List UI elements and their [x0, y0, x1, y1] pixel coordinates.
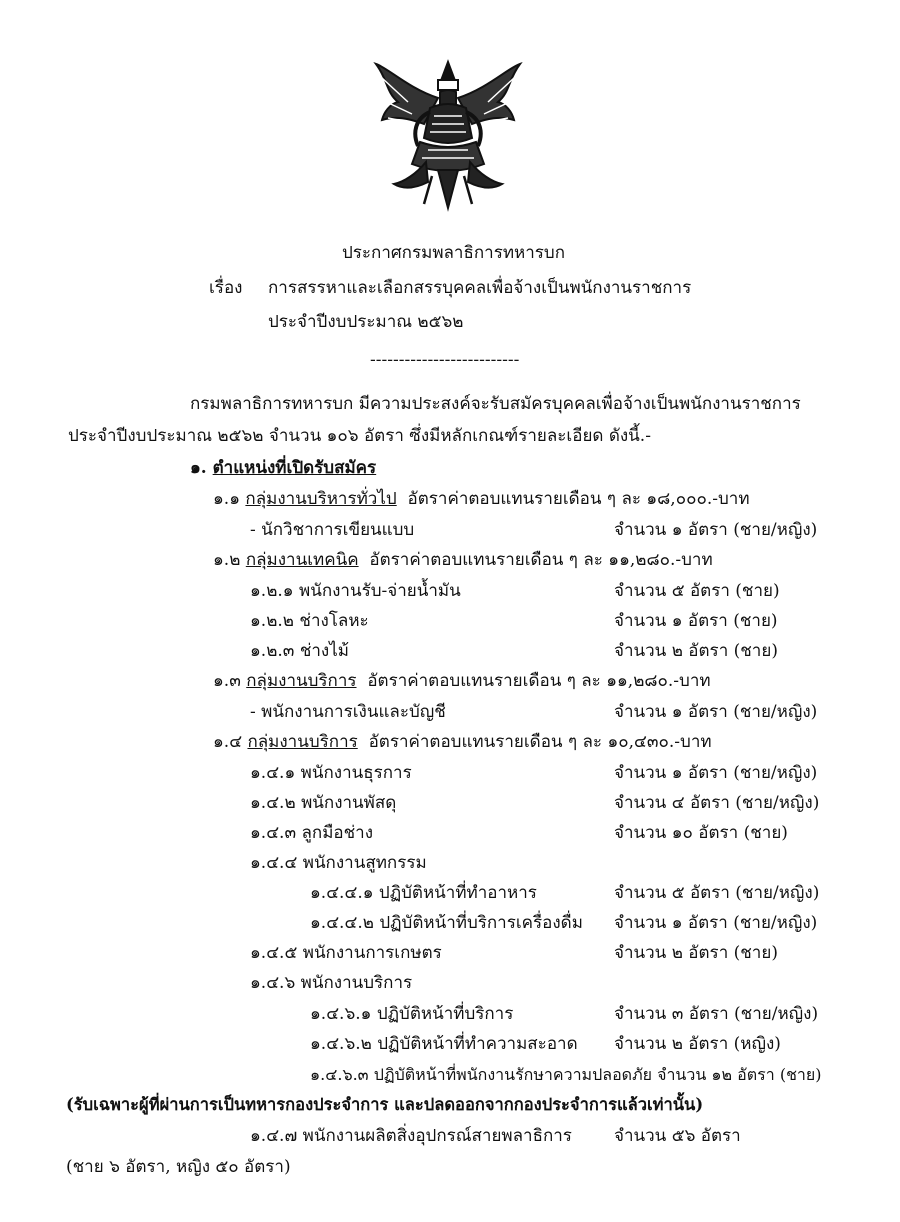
subject-label: เรื่อง — [209, 278, 243, 298]
position-quantity: จำนวน ๕๖ อัตรา — [614, 1126, 741, 1146]
eligibility-note: (รับเฉพาะผู้ที่ผ่านการเป็นทหารกองประจำการ และปลดออกจากกองประจำการแล้วเท่านั้น) — [66, 1095, 704, 1114]
group-rate: อัตราค่าตอบแทนรายเดือน ๆ ละ ๑๑,๒๘๐.-บาท — [367, 671, 711, 691]
group-name: กลุ่มงานเทคนิค — [245, 550, 359, 570]
group-heading — [213, 731, 712, 753]
position-label: ๑.๔.๗ พนักงานผลิตสิ่งอุปกรณ์สายพลาธิการ — [250, 1126, 572, 1146]
position-quantity: จำนวน ๔ อัตรา (ชาย/หญิง) — [614, 793, 820, 813]
position-label: ๑.๔.๕ พนักงานการเกษตร — [250, 943, 442, 963]
position-quantity: จำนวน ๒ อัตรา (หญิง) — [614, 1034, 781, 1054]
position-label: ๑.๔.๖ พนักงานบริการ — [250, 973, 413, 993]
header-divider: -------------------------- — [370, 350, 520, 370]
announcement-title: ประกาศกรมพลาธิการทหารบก — [342, 243, 566, 263]
position-label: ๑.๔.๑ พนักงานธุรการ — [250, 763, 412, 783]
position-quantity: จำนวน ๕ อัตรา (ชาย/หญิง) — [614, 883, 820, 903]
position-quantity: จำนวน ๑ อัตรา (ชาย/หญิง) — [614, 913, 818, 933]
intro-line-1: กรมพลาธิการทหารบก มีความประสงค์จะรับสมัครบุคคลเพื่อจ้างเป็นพนักงานราชการ — [190, 394, 801, 414]
position-label: ๑.๔.๖.๑ ปฏิบัติหน้าที่บริการ — [310, 1004, 514, 1024]
position-label: ๑.๔.๓ ลูกมือช่าง — [250, 823, 374, 843]
position-quantity: จำนวน ๒ อัตรา (ชาย) — [614, 943, 778, 963]
position-label: ๑.๒.๓ ช่างไม้ — [250, 641, 349, 661]
position-label: - พนักงานการเงินและบัญชี — [250, 702, 446, 722]
position-quantity: จำนวน ๓ อัตรา (ชาย/หญิง) — [614, 1004, 819, 1024]
group-heading — [213, 488, 750, 510]
section-1-title: ตำแหน่งที่เปิดรับสมัคร — [212, 458, 377, 478]
group-number: ๑.๓ — [213, 671, 241, 691]
position-quantity: จำนวน ๑ อัตรา (ชาย/หญิง) — [614, 763, 818, 783]
position-label: ๑.๔.๖.๒ ปฏิบัติหน้าที่ทำความสะอาด — [310, 1034, 578, 1054]
group-rate: อัตราค่าตอบแทนรายเดือน ๆ ละ ๑๘,๐๐๐.-บาท — [407, 489, 750, 509]
position-label: ๑.๒.๒ ช่างโลหะ — [250, 611, 369, 631]
group-number: ๑.๑ — [213, 489, 240, 509]
position-label: ๑.๔.๖.๓ ปฏิบัติหน้าที่พนักงานรักษาความปลอดภัย จำนวน ๑๒ อัตรา (ชาย) — [310, 1065, 822, 1084]
group-rate: อัตราค่าตอบแทนรายเดือน ๆ ละ ๑๑,๒๘๐.-บาท — [369, 550, 713, 570]
position-quantity: จำนวน ๒ อัตรา (ชาย) — [614, 641, 778, 661]
group-rate: อัตราค่าตอบแทนรายเดือน ๆ ละ ๑๐,๔๓๐.-บาท — [368, 732, 712, 752]
intro-line-2: ประจำปีงบประมาณ ๒๕๖๒ จำนวน ๑๐๖ อัตรา ซึ่งมีหลักเกณฑ์รายละเอียด ดังนี้.- — [68, 426, 651, 446]
group-name: กลุ่มงานบริการ — [246, 671, 357, 691]
position-quantity: จำนวน ๑ อัตรา (ชาย/หญิง) — [614, 520, 818, 540]
garuda-emblem-icon — [368, 58, 528, 214]
group-number: ๑.๔ — [213, 732, 243, 752]
position-label: ๑.๔.๔.๑ ปฏิบัติหน้าที่ทำอาหาร — [310, 883, 537, 903]
position-label: - นักวิชาการเขียนแบบ — [250, 520, 415, 540]
subject-line-2: ประจำปีงบประมาณ ๒๕๖๒ — [268, 312, 464, 332]
position-label: ๑.๔.๔.๒ ปฏิบัติหน้าที่บริการเครื่องดื่ม — [310, 913, 583, 933]
section-1-number: ๑. — [190, 458, 207, 478]
position-quantity: จำนวน ๕ อัตรา (ชาย) — [614, 581, 780, 601]
group-heading — [213, 670, 711, 692]
section-1-heading — [190, 457, 376, 479]
gender-breakdown-note: (ชาย ๖ อัตรา, หญิง ๕๐ อัตรา) — [66, 1157, 291, 1177]
position-quantity: จำนวน ๑๐ อัตรา (ชาย) — [614, 823, 788, 843]
position-quantity: จำนวน ๑ อัตรา (ชาย) — [614, 611, 778, 631]
group-number: ๑.๒ — [213, 550, 241, 570]
subject-line-1: การสรรหาและเลือกสรรบุคคลเพื่อจ้างเป็นพนักงานราชการ — [268, 278, 692, 298]
position-label: ๑.๔.๒ พนักงานพัสดุ — [250, 793, 397, 813]
group-name: กลุ่มงานบริการ — [247, 732, 358, 752]
group-heading — [213, 549, 713, 571]
position-label: ๑.๒.๑ พนักงานรับ-จ่ายน้ำมัน — [250, 581, 461, 601]
position-quantity: จำนวน ๑ อัตรา (ชาย/หญิง) — [614, 702, 818, 722]
position-label: ๑.๔.๔ พนักงานสูทกรรม — [250, 853, 427, 873]
group-name: กลุ่มงานบริหารทั่วไป — [245, 489, 397, 509]
